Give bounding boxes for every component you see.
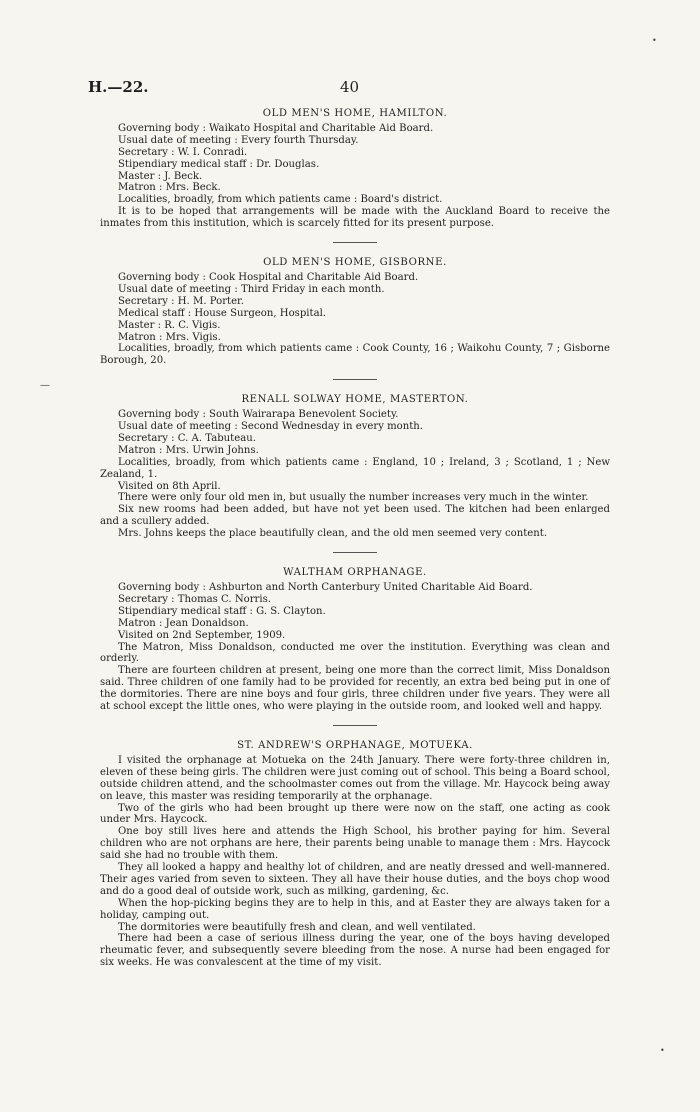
section	[100, 108, 610, 230]
section	[100, 740, 610, 969]
section-divider	[333, 725, 377, 726]
paragraph: One boy still lives here and attends the High School, his brother paying for him. Several children who are not orphans are here, their parents being unable to manage them : Mrs. Haycock said she had no trouble with them.	[100, 826, 610, 862]
field-line: Secretary : W. I. Conradi.	[118, 146, 248, 158]
paragraph: There were only four old men in, but usually the number increases very much in the winter.	[118, 492, 589, 504]
section	[100, 257, 610, 367]
paragraph: When the hop-picking begins they are to help in this, and at Easter they are always taken for a holiday, camping out.	[100, 897, 610, 921]
page-number: 40	[340, 78, 360, 96]
section-divider	[333, 242, 377, 243]
field-line: Matron : Mrs. Urwin Johns.	[118, 444, 259, 456]
scan-speck: •	[652, 36, 657, 45]
paragraph: There are fourteen children at present, being one more than the correct limit, Miss Donaldson said. Three children of one family had to be provided for recently, an extra bed being put in one of the dormitories. There are nine boys and four girls, three children under five years. They were all at school except the little ones, who were playing in the outside room, and looked well and happy.	[100, 665, 610, 713]
margin-mark: —	[40, 380, 50, 391]
section-title: RENALL SOLWAY HOME, MASTERTON.	[241, 394, 469, 406]
section-title: OLD MEN'S HOME, GISBORNE.	[263, 257, 447, 269]
field-line: Master : R. C. Vigis.	[118, 319, 221, 331]
paragraph: The dormitories were beautifully fresh and clean, and well ventilated.	[118, 921, 476, 933]
field-line: Visited on 2nd September, 1909.	[118, 629, 286, 641]
field-line: Stipendiary medical staff : Dr. Douglas.	[118, 158, 320, 170]
field-line: Matron : Mrs. Vigis.	[118, 331, 221, 343]
field-line: Secretary : Thomas C. Norris.	[118, 593, 272, 605]
field-line: Medical staff : House Surgeon, Hospital.	[118, 307, 327, 319]
paragraph: Mrs. Johns keeps the place beautifully clean, and the old men seemed very content.	[118, 528, 548, 540]
paragraph: Localities, broadly, from which patients came : England, 10 ; Ireland, 3 ; Scotland, 1 ; New Zealand, 1.	[100, 456, 610, 480]
field-line: Secretary : C. A. Tabuteau.	[118, 432, 256, 444]
paragraph: There had been a case of serious illness during the year, one of the boys having developed rheumatic fever, and subsequently severe bleeding from the nose. A nurse had been engaged for six weeks. He was convalescent at the time of my visit.	[100, 933, 610, 969]
section-title: OLD MEN'S HOME, HAMILTON.	[262, 108, 448, 119]
field-line: Localities, broadly, from which patients came : Board's district.	[118, 194, 443, 206]
paragraph: Two of the girls who had been brought up there were now on the staff, one acting as cook under Mrs. Haycock.	[100, 802, 610, 826]
field-line: Governing body : Waikato Hospital and Charitable Aid Board.	[118, 122, 434, 134]
field-line: Usual date of meeting : Second Wednesday in every month.	[118, 421, 424, 433]
section-divider	[333, 552, 377, 553]
document-body	[100, 108, 610, 969]
field-line: Governing body : Cook Hospital and Charitable Aid Board.	[118, 271, 419, 283]
field-line: Stipendiary medical staff : G. S. Clayton.	[118, 605, 326, 617]
field-line: Governing body : South Wairarapa Benevolent Society.	[118, 409, 399, 421]
section	[100, 567, 610, 713]
paragraph: It is to be hoped that arrangements will be made with the Auckland Board to receive the inmates from this institution, which is scarcely fitted for its present purpose.	[100, 206, 610, 230]
section-title: WALTHAM ORPHANAGE.	[283, 567, 427, 579]
field-line: Governing body : Ashburton and North Canterbury United Charitable Aid Board.	[118, 582, 533, 593]
field-line: Matron : Mrs. Beck.	[118, 182, 221, 194]
field-line: Usual date of meeting : Third Friday in each month.	[118, 283, 385, 295]
paragraph: Six new rooms had been added, but have not yet been used. The kitchen had been enlarged and a scullery added.	[100, 504, 610, 528]
field-line: Matron : Jean Donaldson.	[118, 617, 249, 629]
field-line: Usual date of meeting : Every fourth Thursday.	[118, 134, 359, 146]
section-title: ST. ANDREW'S ORPHANAGE, MOTUEKA.	[237, 739, 473, 751]
paragraph: Visited on 8th April.	[118, 480, 221, 492]
scan-speck: •	[660, 1046, 665, 1055]
paragraph: Localities, broadly, from which patients came : Cook County, 16 ; Waikohu County, 7 ; Gisborne Borough, 20.	[100, 343, 610, 367]
field-line: Master : J. Beck.	[118, 170, 203, 182]
paragraph: They all looked a happy and healthy lot of children, and are neatly dressed and well-mannered. Their ages varied from seven to sixteen. They all have their house duties, and the boys chop wood and do a good deal of outside work, such as milking, gardening, &c.	[100, 862, 610, 897]
page-reference: H.—22.	[88, 78, 149, 96]
section-divider	[333, 379, 377, 380]
paragraph: The Matron, Miss Donaldson, conducted me over the institution. Everything was clean and orderly.	[100, 641, 610, 665]
field-line: Secretary : H. M. Porter.	[118, 295, 244, 307]
section	[100, 394, 610, 540]
paragraph: I visited the orphanage at Motueka on the 24th January. There were forty-three children in, eleven of these being girls. The children were just coming out of school. This being a Board school, outside children attend, and the schoolmaster comes out from the village. Mr. Haycock being away on leave, this master was residing temporarily at the orphanage.	[100, 754, 610, 802]
